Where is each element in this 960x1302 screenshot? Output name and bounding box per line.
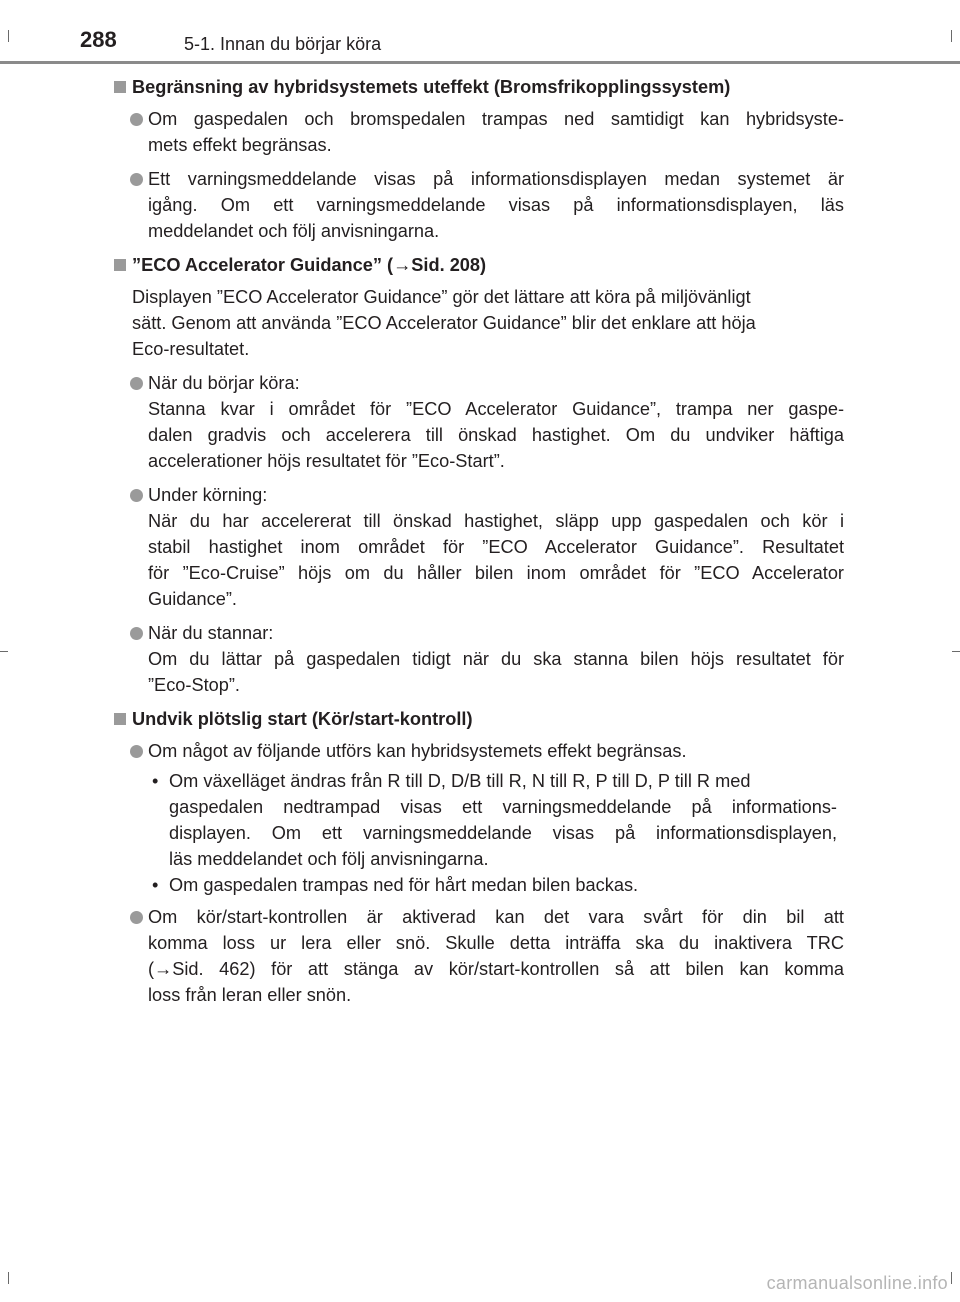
- crop-mark-top-left: [8, 30, 9, 42]
- text-line: displayen. Om ett varningsmeddelande visas på informationsdisplayen,: [169, 823, 837, 843]
- sub-list-item: [112, 872, 837, 898]
- text-line: för ”Eco-Cruise” höjs om du håller bilen inom området för ”ECO Accelerator: [148, 563, 844, 583]
- text-line: Eco-resultatet.: [132, 339, 250, 359]
- arrow-icon: →: [393, 255, 412, 275]
- crop-mark-mid-left: [0, 651, 8, 652]
- page-header: [0, 0, 960, 64]
- text-line: Under körning:: [148, 485, 268, 505]
- paragraph: [112, 284, 844, 362]
- crop-mark-mid-right: [952, 651, 960, 652]
- section-title: ”ECO Accelerator Guidance” (: [132, 255, 394, 275]
- sub-list: [112, 768, 844, 898]
- section-heading: [112, 706, 844, 732]
- square-bullet-icon: [114, 81, 126, 93]
- circle-bullet-icon: [130, 377, 143, 390]
- text-line: När du stannar:: [148, 623, 274, 643]
- text-line: dalen gradvis och accelerera till önskad hastighet. Om du undviker häftiga: [148, 425, 844, 445]
- sub-list-item: [112, 768, 837, 872]
- circle-bullet-icon: [130, 489, 143, 502]
- text-line: Ett varningsmeddelande visas på informationsdisplayen medan systemet är: [148, 169, 844, 189]
- section-heading: [112, 74, 844, 100]
- crop-mark-top-right: [951, 30, 952, 42]
- watermark: carmanualsonline.info: [766, 1273, 948, 1293]
- list-item: [112, 482, 844, 612]
- list-item: [112, 106, 844, 158]
- section-title: Begränsning av hybridsystemets uteffekt (Bromsfrikopplingssystem): [132, 77, 731, 97]
- text-line: Om kör/start-kontrollen är aktiverad kan det vara svårt för din bil att: [148, 907, 844, 927]
- list-item: [112, 370, 844, 474]
- page-content: [112, 74, 844, 1016]
- circle-bullet-icon: [130, 745, 143, 758]
- dot-marker-icon: •: [152, 875, 159, 895]
- text-line: läs meddelandet och följ anvisningarna.: [169, 849, 489, 869]
- text-line: Om något av följande utförs kan hybridsystemets effekt begränsas.: [148, 741, 687, 761]
- text-line: mets effekt begränsas.: [148, 135, 332, 155]
- text-line: ”Eco-Stop”.: [148, 675, 240, 695]
- text-line: Stanna kvar i området för ”ECO Accelerator Guidance”, trampa ner gaspe-: [148, 399, 844, 419]
- text-line: loss från leran eller snön.: [148, 985, 352, 1005]
- text-line: Guidance”.: [148, 589, 237, 609]
- text-line: komma loss ur lera eller snö. Skulle detta inträffa ska du inaktivera TRC: [148, 933, 844, 953]
- dot-marker-icon: •: [152, 771, 159, 791]
- page-number: 288: [80, 27, 117, 52]
- text-line: gaspedalen nedtrampad visas ett varningsmeddelande på informations-: [169, 797, 837, 817]
- text-line: meddelandet och följ anvisningarna.: [148, 221, 440, 241]
- list-item: [112, 904, 844, 1008]
- circle-bullet-icon: [130, 113, 143, 126]
- page-reference-link[interactable]: Sid. 208): [411, 255, 487, 275]
- text-line: När du börjar köra:: [148, 373, 300, 393]
- chapter-title: 5-1. Innan du börjar köra: [184, 34, 382, 54]
- list-item: [112, 166, 844, 244]
- crop-mark-bottom-left: [8, 1272, 9, 1284]
- section-title: Undvik plötslig start (Kör/start-kontroll): [132, 709, 473, 729]
- text-line: sätt. Genom att använda ”ECO Accelerator Guidance” blir det enklare att höja: [132, 313, 756, 333]
- section-heading: [112, 252, 844, 278]
- square-bullet-icon: [114, 713, 126, 725]
- text-line: Om gaspedalen och bromspedalen trampas ned samtidigt kan hybridsyste-: [148, 109, 844, 129]
- text-line: stabil hastighet inom området för ”ECO Accelerator Guidance”. Resultatet: [148, 537, 844, 557]
- text-line: Displayen ”ECO Accelerator Guidance” gör det lättare att köra på miljövänligt: [132, 287, 751, 307]
- list-item: [112, 620, 844, 698]
- square-bullet-icon: [114, 259, 126, 271]
- list-item: [112, 738, 844, 764]
- text-line: Om du lättar på gaspedalen tidigt när du ska stanna bilen höjs resultatet för: [148, 649, 844, 669]
- text-line: Om gaspedalen trampas ned för hårt medan bilen backas.: [169, 875, 639, 895]
- text-line: Om växelläget ändras från R till D, D/B till R, N till R, P till D, P till R med: [169, 771, 751, 791]
- text-line: När du har accelererat till önskad hastighet, släpp upp gaspedalen och kör i: [148, 511, 844, 531]
- circle-bullet-icon: [130, 173, 143, 186]
- header-rule: [0, 61, 960, 64]
- text-line: igång. Om ett varningsmeddelande visas på informationsdisplayen, läs: [148, 195, 844, 215]
- text-line: accelerationer höjs resultatet för ”Eco-Start”.: [148, 451, 505, 471]
- text-line: (→Sid. 462) för att stänga av kör/start-kontrollen så att bilen kan komma: [148, 959, 844, 979]
- circle-bullet-icon: [130, 911, 143, 924]
- crop-mark-bottom-right: [951, 1272, 952, 1284]
- circle-bullet-icon: [130, 627, 143, 640]
